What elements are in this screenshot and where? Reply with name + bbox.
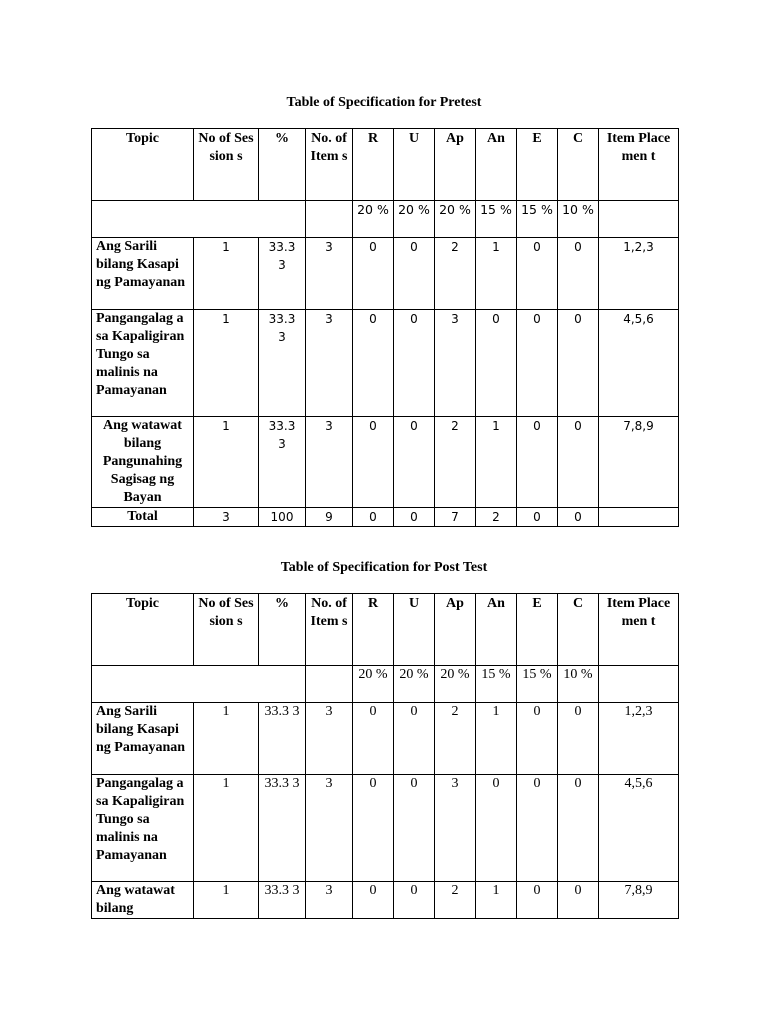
topic-cell: Ang watawat bilang [92,882,194,919]
header-percent: % [259,129,306,201]
percent-u: 20 % [394,666,435,703]
total-label: Total [92,508,194,527]
header-e: E [517,129,558,201]
percent-c: 10 % [558,666,599,703]
ap-cell: 2 [435,882,476,919]
percent-row-blank [599,666,679,703]
percent-an: 15 % [476,666,517,703]
items-cell: 3 [306,775,353,882]
total-sessions: 3 [194,508,259,527]
topic-cell: Ang watawat bilang Pangunahing Sagisag ng Bayan [92,417,194,508]
percent-cell: 33.3 3 [259,775,306,882]
sessions-cell: 1 [194,417,259,508]
r-cell: 0 [353,310,394,417]
percent-cell: 33.3 3 [259,417,306,508]
table-row [92,417,679,508]
percent-cell: 33.3 3 [259,882,306,919]
header-ap: Ap [435,594,476,666]
total-items: 9 [306,508,353,527]
item-placement-cell: 1,2,3 [599,238,679,310]
percent-row-blank [92,666,306,703]
header-c: C [558,129,599,201]
header-an: An [476,129,517,201]
header-row [92,594,679,666]
r-cell: 0 [353,238,394,310]
an-cell: 1 [476,882,517,919]
header-items: No. of Item s [306,594,353,666]
percent-row-blank [306,666,353,703]
percent-cell: 33.3 3 [259,238,306,310]
ap-cell: 2 [435,238,476,310]
e-cell: 0 [517,703,558,775]
percent-c: 10 % [558,201,599,238]
header-item-placement: Item Placemen t [599,594,679,666]
posttest-specification-table [91,593,679,919]
ap-cell: 2 [435,417,476,508]
total-c: 0 [558,508,599,527]
u-cell: 0 [394,417,435,508]
c-cell: 0 [558,775,599,882]
header-an: An [476,594,517,666]
an-cell: 0 [476,775,517,882]
an-cell: 0 [476,310,517,417]
an-cell: 1 [476,703,517,775]
item-placement-cell: 7,8,9 [599,882,679,919]
c-cell: 0 [558,882,599,919]
ap-cell: 3 [435,310,476,417]
total-an: 2 [476,508,517,527]
percent-e: 15 % [517,201,558,238]
total-u: 0 [394,508,435,527]
percent-row [92,201,679,238]
percent-r: 20 % [353,201,394,238]
table-row [92,310,679,417]
sessions-cell: 1 [194,703,259,775]
header-r: R [353,594,394,666]
c-cell: 0 [558,238,599,310]
c-cell: 0 [558,417,599,508]
topic-cell: Pangangalag a sa Kapaligiran Tungo sa malinis na Pamayanan [92,310,194,417]
total-item-placement [599,508,679,527]
header-sessions: No of Session s [194,129,259,201]
percent-ap: 20 % [435,201,476,238]
c-cell: 0 [558,310,599,417]
items-cell: 3 [306,310,353,417]
items-cell: 3 [306,882,353,919]
topic-cell: Pangangalag a sa Kapaligiran Tungo sa malinis na Pamayanan [92,775,194,882]
sessions-cell: 1 [194,775,259,882]
e-cell: 0 [517,238,558,310]
c-cell: 0 [558,703,599,775]
an-cell: 1 [476,417,517,508]
ap-cell: 2 [435,703,476,775]
pretest-specification-table [91,128,679,527]
percent-r: 20 % [353,666,394,703]
e-cell: 0 [517,417,558,508]
percent-row-blank [599,201,679,238]
item-placement-cell: 1,2,3 [599,703,679,775]
percent-row-blank [92,201,306,238]
header-u: U [394,129,435,201]
percent-u: 20 % [394,201,435,238]
items-cell: 3 [306,703,353,775]
header-row [92,129,679,201]
table-row [92,775,679,882]
percent-row [92,666,679,703]
u-cell: 0 [394,775,435,882]
percent-an: 15 % [476,201,517,238]
ap-cell: 3 [435,775,476,882]
table-row [92,703,679,775]
item-placement-cell: 7,8,9 [599,417,679,508]
e-cell: 0 [517,882,558,919]
header-sessions: No of Session s [194,594,259,666]
posttest-table-title: Table of Specification for Post Test [280,560,488,575]
r-cell: 0 [353,703,394,775]
u-cell: 0 [394,703,435,775]
header-items: No. of Item s [306,129,353,201]
e-cell: 0 [517,775,558,882]
header-r: R [353,129,394,201]
percent-cell: 33.3 3 [259,703,306,775]
u-cell: 0 [394,310,435,417]
table-row [92,882,679,919]
u-cell: 0 [394,238,435,310]
r-cell: 0 [353,417,394,508]
e-cell: 0 [517,310,558,417]
total-ap: 7 [435,508,476,527]
percent-cell: 33.3 3 [259,310,306,417]
topic-cell: Ang Sarili bilang Kasapi ng Pamayanan [92,238,194,310]
sessions-cell: 1 [194,238,259,310]
header-e: E [517,594,558,666]
an-cell: 1 [476,238,517,310]
header-u: U [394,594,435,666]
percent-row-blank [306,201,353,238]
percent-e: 15 % [517,666,558,703]
header-topic: Topic [92,594,194,666]
u-cell: 0 [394,882,435,919]
header-item-placement: Item Placemen t [599,129,679,201]
topic-cell: Ang Sarili bilang Kasapi ng Pamayanan [92,703,194,775]
header-c: C [558,594,599,666]
r-cell: 0 [353,882,394,919]
header-ap: Ap [435,129,476,201]
total-row [92,508,679,527]
sessions-cell: 1 [194,882,259,919]
items-cell: 3 [306,238,353,310]
table-row [92,238,679,310]
items-cell: 3 [306,417,353,508]
item-placement-cell: 4,5,6 [599,310,679,417]
header-topic: Topic [92,129,194,201]
header-percent: % [259,594,306,666]
percent-ap: 20 % [435,666,476,703]
total-r: 0 [353,508,394,527]
total-e: 0 [517,508,558,527]
sessions-cell: 1 [194,310,259,417]
item-placement-cell: 4,5,6 [599,775,679,882]
r-cell: 0 [353,775,394,882]
total-percent: 100 [259,508,306,527]
pretest-table-title: Table of Specification for Pretest [286,95,482,110]
